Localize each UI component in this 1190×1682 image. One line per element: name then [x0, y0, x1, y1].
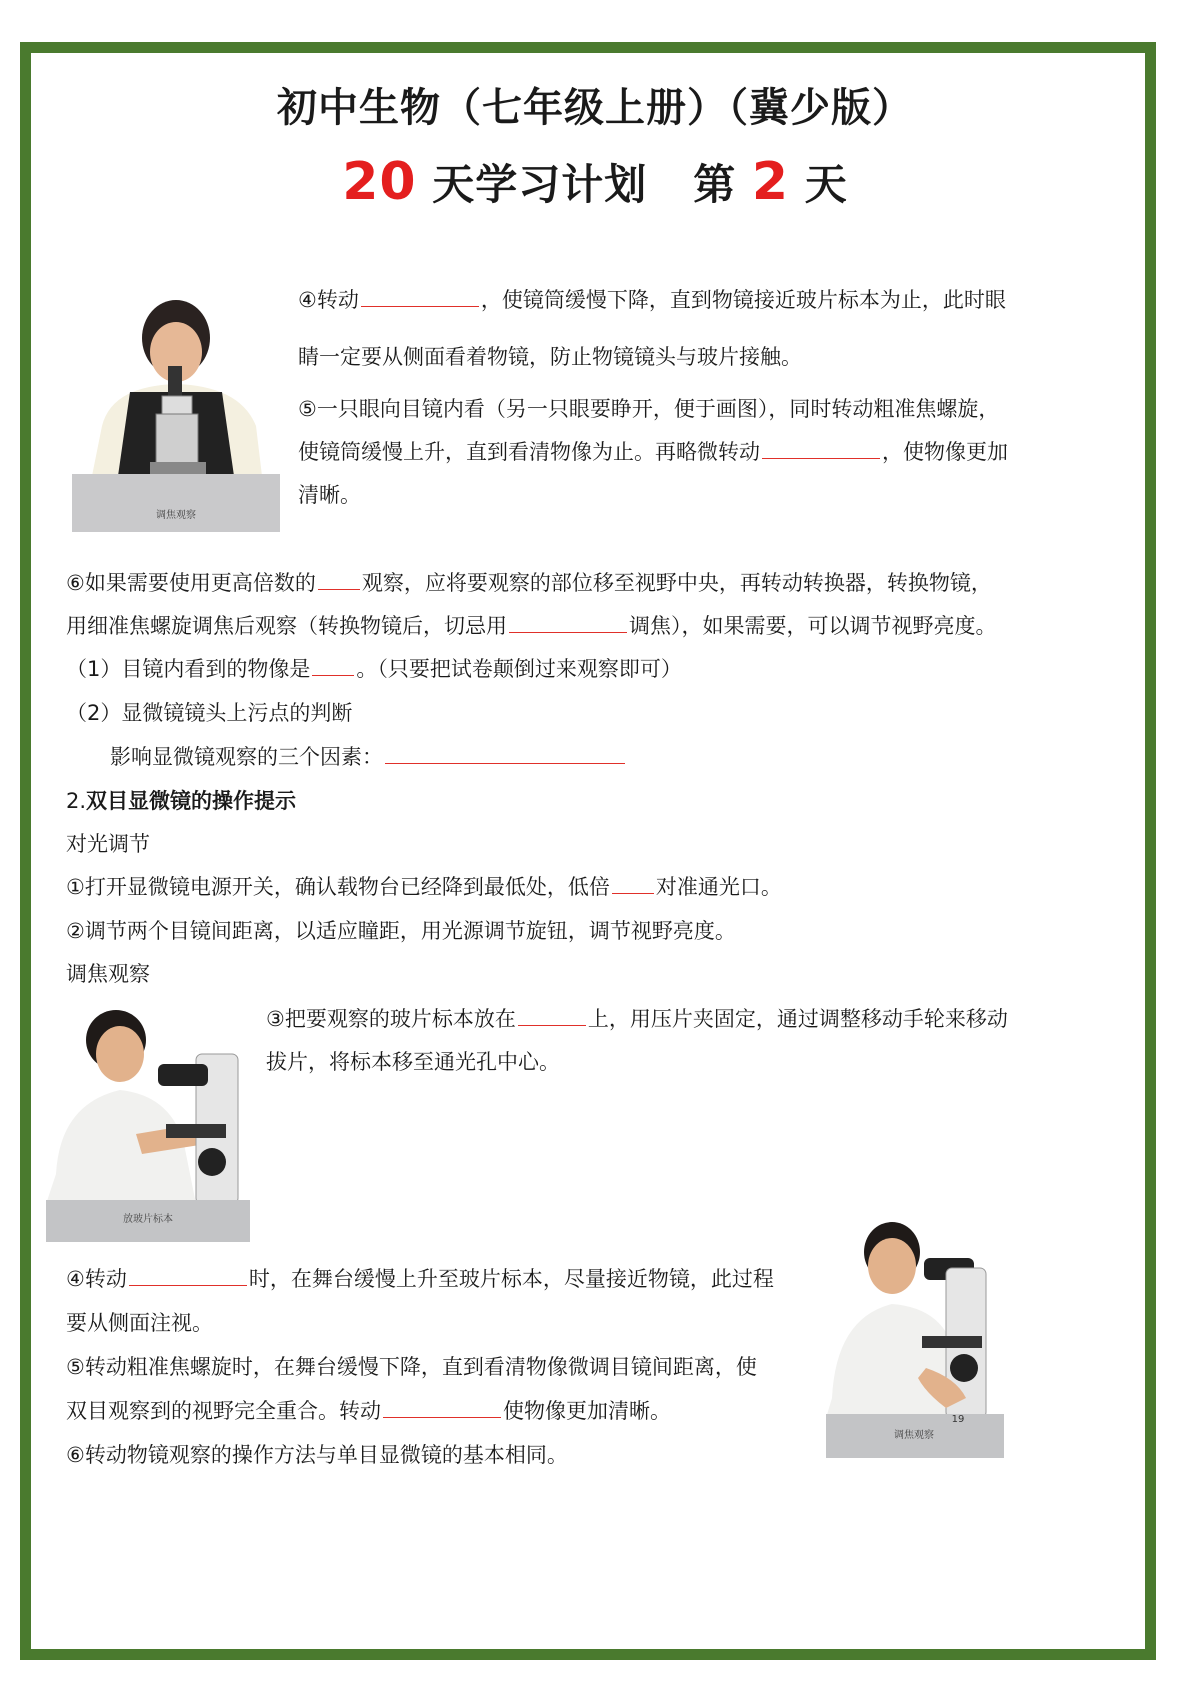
binocular-step2: ②调节两个目镜间距离，以适应瞳距，用光源调节旋钮，调节视野亮度。: [66, 919, 736, 943]
answer-blank[interactable]: [383, 1397, 501, 1418]
factors-line: 影响显微镜观察的三个因素：: [110, 742, 627, 772]
photo3-page-number: 19: [951, 1414, 965, 1425]
answer-blank[interactable]: [129, 1265, 247, 1286]
day-number: 2: [751, 152, 790, 212]
day-prefix: 第: [693, 160, 737, 209]
binocular-step5-line1: ⑤转动粗准焦螺旋时，在舞台缓慢下降，直到看清物像微调目镜间距离，使: [66, 1355, 757, 1379]
binocular-step3-line1: ③把要观察的玻片标本放在 上，用压片夹固定，通过调整移动手轮来移动: [266, 1007, 1008, 1031]
answer-blank[interactable]: [509, 612, 627, 633]
step4-line1: ④转动 ，使镜筒缓慢下降，直到物镜接近玻片标本为止，此时眼: [298, 288, 1006, 312]
page-subtitle: [0, 152, 1190, 212]
boy-slide-photo: [46, 1004, 250, 1242]
answer-blank[interactable]: [318, 569, 360, 590]
photo2-caption: 放玻片标本: [123, 1214, 173, 1225]
day-suffix: 天: [804, 160, 848, 209]
photo3-caption: 调焦观察: [894, 1430, 934, 1441]
boy-focus-photo: [826, 1218, 1004, 1458]
subheading-light: 对光调节: [66, 832, 150, 856]
question-2: （2）显微镜镜头上污点的判断: [66, 701, 353, 725]
step6-line2: 用细准焦螺旋调焦后观察（转换物镜后，切忌用 调焦），如果需要，可以调节视野亮度。: [66, 614, 997, 638]
photo1-caption: 调焦观察: [156, 510, 196, 521]
answer-blank[interactable]: [385, 743, 625, 764]
answer-blank[interactable]: [762, 438, 880, 459]
answer-blank[interactable]: [518, 1005, 586, 1026]
step5-line1: ⑤一只眼向目镜内看（另一只眼要睁开，便于画图），同时转动粗准焦螺旋，: [298, 397, 1000, 421]
binocular-step5-line2: 双目观察到的视野完全重合。转动 使物像更加清晰。: [66, 1399, 671, 1423]
answer-blank[interactable]: [312, 655, 354, 676]
answer-blank[interactable]: [361, 286, 479, 307]
binocular-step6: ⑥转动物镜观察的操作方法与单目显微镜的基本相同。: [66, 1443, 568, 1467]
plan-days-number: 20: [342, 152, 417, 212]
plan-label: 天学习计划: [432, 160, 648, 209]
step6-line1: ⑥如果需要使用更高倍数的 观察，应将要观察的部位移至视野中央，再转动转换器，转换物镜，: [66, 571, 992, 595]
binocular-step1: ①打开显微镜电源开关，确认载物台已经降到最低处，低倍 对准通光口。: [66, 875, 782, 899]
question-1: （1）目镜内看到的物像是 。（只要把试卷颠倒过来观察即可）: [66, 657, 682, 681]
binocular-step3-line2: 拔片，将标本移至通光孔中心。: [266, 1050, 560, 1074]
binocular-step4-line1: ④转动 时，在舞台缓慢上升至玻片标本，尽量接近物镜，此过程: [66, 1267, 774, 1291]
step4-line2: 睛一定要从侧面看着物镜，防止物镜镜头与玻片接触。: [298, 345, 802, 369]
binocular-step4-line2: 要从侧面注视。: [66, 1311, 213, 1335]
answer-blank[interactable]: [612, 873, 654, 894]
step5-line3: 清晰。: [298, 483, 361, 507]
girl-microscope-photo: [72, 296, 280, 532]
section2-heading: 2.双目显微镜的操作提示: [66, 789, 297, 813]
subheading-focus: 调焦观察: [66, 962, 150, 986]
page-title: 初中生物（七年级上册）（冀少版）: [277, 85, 913, 131]
step5-line2: 使镜筒缓慢上升，直到看清物像为止。再略微转动 ，使物像更加: [298, 440, 1008, 464]
